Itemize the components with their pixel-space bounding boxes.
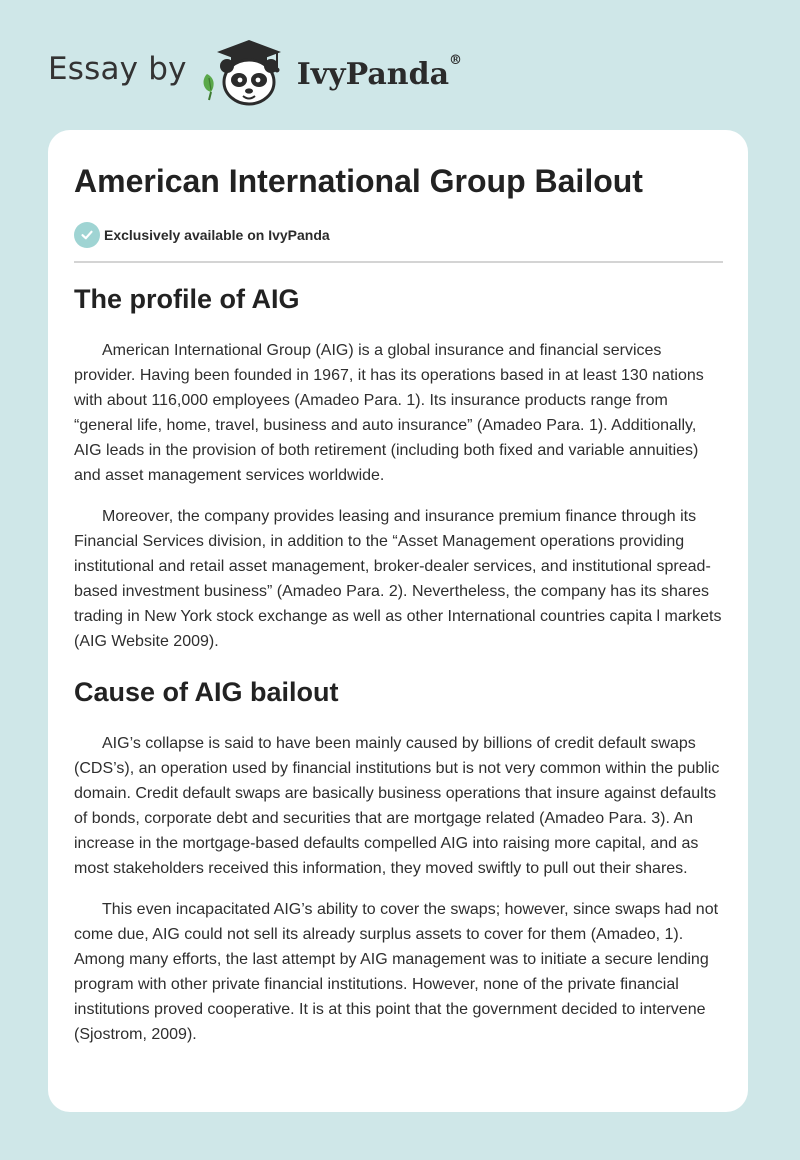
site-header bbox=[48, 36, 462, 108]
brand-logo-text[interactable] bbox=[296, 52, 463, 92]
paragraph: Moreover, the company provides leasing and insurance premium finance through its Financial Services division, in addition to the “Asset Management operations providing institutional and retail asset management, broker-dealer services, and institutional spread-based investment business” (Amadeo Para. 2). Nevertheless, the company has its shares trading in New York stock exchange as well as other International countries capita l markets (AIG Website 2009). bbox=[74, 508, 722, 650]
panda-logo-icon[interactable] bbox=[197, 34, 293, 110]
registered-mark: ® bbox=[449, 52, 463, 68]
exclusive-badge bbox=[74, 222, 330, 248]
paragraph: This even incapacitated AIG’s ability to cover the swaps; however, since swaps had not come due, AIG could not sell its already surplus assets to cover for them (Amadeo, 1). Among many efforts, the last attempt by AIG management was to initiate a secure lending program with other private financial institutions. However, none of the private financial institutions proved cooperative. It is at this point that the government decided to intervene (Sjostrom, 2009). bbox=[74, 901, 719, 1043]
essay-card bbox=[48, 130, 748, 1112]
brand-name: IvyPanda bbox=[296, 56, 450, 92]
paragraph: AIG’s collapse is said to have been mainly caused by billions of credit default swaps (CDS’s), an operation used by financial institutions but is not very common within the public domain. Credit default swaps are basically business operations that insure against defaults of bonds, corporate debt and securities that are mortgage related (Amadeo Para. 3). An increase in the mortgage-based defaults compelled AIG into raising more capital, and as most stakeholders received this information, they moved swiftly to pull out their shares. bbox=[74, 735, 720, 877]
section-heading: Cause of AIG bailout bbox=[74, 677, 339, 707]
page-title: American International Group Bailout bbox=[74, 163, 643, 199]
check-icon bbox=[74, 222, 100, 248]
section-profile bbox=[74, 284, 724, 654]
essay-by-label: Essay by bbox=[48, 51, 187, 87]
exclusive-badge-label: Exclusively available on IvyPanda bbox=[104, 227, 330, 243]
section-heading: The profile of AIG bbox=[74, 284, 300, 314]
title-divider bbox=[74, 261, 723, 263]
paragraph: American International Group (AIG) is a global insurance and financial services provider. Having been founded in 1967, it has its operations based in at least 130 nations with about 116,000 employees (Amadeo Para. 1). Its insurance products range from “general life, home, travel, business and auto insurance” (Amadeo Para. 1). Additionally, AIG leads in the provision of both retirement (including both fixed and variable annuities) and asset management services worldwide. bbox=[74, 342, 704, 484]
section-cause bbox=[74, 677, 724, 1047]
